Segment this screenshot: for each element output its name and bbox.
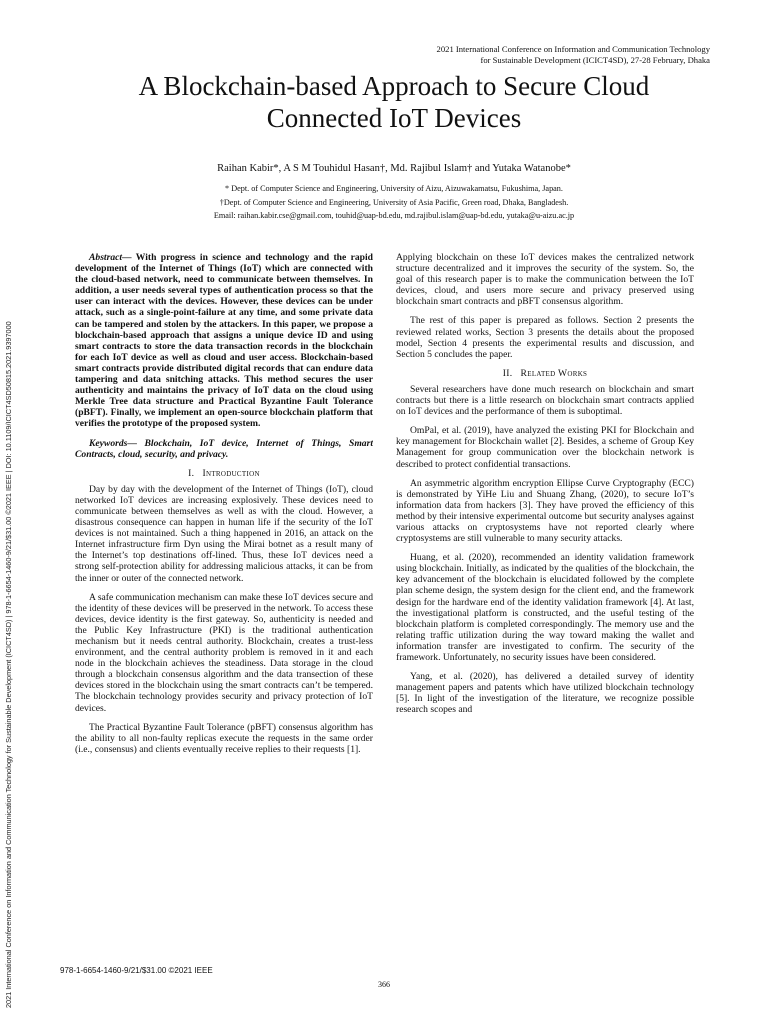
keywords-text: Blockchain, IoT device, Internet of Things, Smart Contracts, cloud, security, and privacy. [75,437,373,460]
paragraph: Several researchers have done much research on blockchain and smart contracts but there is a little research on blockchain smart contracts applied on IoT devices and the performance of them is suboptimal. [396,383,694,418]
author-emails: Email: raihan.kabir.cse@gmail.com, touhid@uap-bd.edu, md.rajibul.islam@uap-bd.edu, yutaka@u-aizu.ac.jp [213,211,575,220]
paper-title [60,70,728,134]
isbn-footer: 978-1-6654-1460-9/21/$31.00 ©2021 IEEE [60,966,213,975]
title-line-1: A Blockchain-based Approach to Secure Cloud [138,71,650,101]
paragraph: Huang, et al. (2020), recommended an identity validation framework using blockchain. Initially, as indicated by the qualities of the blockchain, the key advancement of the blockchain is elucidated followed by the complete plan scheme design, the system design for the client end, and the framework design for the hardware end of the identity validation framework [4]. At last, the investigational platform is constructed, and the useful testing of the blockchain platform is completed correspondingly. The memory use and the relating traffic utilization during the way toward making the wallet and information transfer are investigated to confirm. The security of the framework. Unfortunately, no security issues have been considered. [396,552,694,663]
affiliation-1: * Dept. of Computer Science and Engineering, University of Aizu, Aizuwakamatsu, Fukushima, Japan. [225,184,563,193]
title-line-2: Connected IoT Devices [266,103,522,133]
paragraph: A safe communication mechanism can make these IoT devices secure and the identity of these devices will be preserved in the network. To access these devices, device identity is the first gateway. So, authenticity is needed and the Public Key Infrastructure (PKI) is the traditional authentication mechanism but it needs central authority. Blockchain, creates a trust-less environment, and the central authority problem is removed in it and each node in the blockchain achieves the steadiness. Data storage in the cloud through a blockchain consensus algorithm and the data transection of these devices stored in the blockchain using the smart contracts can’t be tempered. The blockchain technology provides security and privacy protection of IoT devices. [75,591,373,714]
keywords [75,438,373,460]
section-2-number: II. [502,367,513,379]
paragraph: OmPal, et al. (2019), have analyzed the existing PKI for Blockchain and key management for Blockchain wallet [2]. Besides, a scheme of Group Key Management for group communication over the blockchain network is described to protect confidential transactions. [396,425,694,470]
section-heading-related-works [396,368,694,379]
section-1-title: Introduction [202,467,260,479]
section-2-title: Related Works [520,367,588,379]
conference-line-1: 2021 International Conference on Information and Communication Technology [436,44,710,54]
conference-line-2: for Sustainable Development (ICICT4SD), 27-28 February, Dhaka [480,55,710,65]
abstract-text: With progress in science and technology and the rapid development of the Internet of Things (IoT) which are connected with the cloud-based network, need to communicate between themselves. In addition, a user needs several types of authentication process so that the user can interact with the devices. However, these devices can be under attack, such as a single-point-failure at any time, and some private data can be tampered and stolen by the attackers. In this paper, we propose a blockchain-based approach that assigns a unique device ID and using smart contracts to store the data transaction records in the blockchain for each IoT device as well as cloud and user access. Blockchain-based smart contracts provide distributed digital records that can endure data tampering and data snitching attacks. This method secures the user authenticity and maintains the privacy of IoT data on the cloud using Merkle Tree data structure and Practical Byzantine Fault Tolerance (pBFT). Finally, we implement an open-source blockchain platform that verifies the prototype of the proposed system. [75,252,373,430]
right-column [396,252,694,938]
paragraph: Yang, et al. (2020), has delivered a detailed survey of identity management papers and patents which have utilized blockchain technology [5]. In light of the investigation of the literature, we recognize possible research scopes and [396,671,694,716]
section-1-number: I. [188,467,195,479]
abstract-label: Abstract— [89,252,132,263]
doi-side-strip [4,118,24,1008]
paragraph: The Practical Byzantine Fault Tolerance (pBFT) consensus algorithm has the ability to all non-faulty replicas execute the requests in the same order (i.e., consensus) and clients eventually receive replies to their requests [1]. [75,721,373,755]
affiliation-2: †Dept. of Computer Science and Engineering, University of Asia Pacific, Green road, Dhaka, Bangladesh. [219,198,569,207]
abstract [75,252,373,430]
section-heading-introduction [75,468,373,479]
paragraph: Applying blockchain on these IoT devices makes the centralized network structure decentralized and it improves the security of the system. So, the goal of this research paper is to make the communication between the IoT devices, cloud, and users more secure and privacy preserved using blockchain smart contracts and pBFT consensus algorithm. [396,252,694,308]
keywords-label: Keywords— [89,437,137,449]
paragraph: The rest of this paper is prepared as follows. Section 2 presents the reviewed related works, Section 3 presents the details about the proposed model, Section 4 presents the experimental results and discussion, and Section 5 concludes the paper. [396,315,694,360]
conference-header [437,44,710,66]
left-column [75,252,373,938]
paragraph: An asymmetric algorithm encryption Ellipse Curve Cryptography (ECC) is demonstrated by YiHe Liu and Shuang Zhang, (2020), to secure IoT’s information data from hackers [3]. They have proved the efficiency of this method by their intensive experimental outcome but security analyses against various attacks on cryptosystems have not reported clearly where cryptosystems are still vulnerable to many security attacks. [396,477,694,545]
page-number: 366 [378,980,390,989]
doi-text: 2021 International Conference on Information and Communication Technology for Sustainable Development (ICICT4SD) | 978-1-6654-1460-9/21/$31.00 ©2021 IEEE | DOI: 10.1109/ICICT4SD50815.2021.9397000 [4,321,13,1008]
paragraph: Day by day with the development of the Internet of Things (IoT), cloud networked IoT devices are increasing explosively. These devices need to communicate between themselves as well as with the cloud. However, a disastrous consequence can happen in human life if the security of the IoT devices is not maintained. Such a thing happened in 2016, an attack on the Internet infrastructure firm Dyn using the Mirai botnet as a result many of the Internet’s top destinations off-lined. Thus, these IoT devices need a strong self-protection ability for addressing malicious attacks, it can be from the inner or outer of the connected network. [75,483,373,584]
author-list: Raihan Kabir*, A S M Touhidul Hasan†, Md. Rajibul Islam† and Yutaka Watanobe* [217,163,571,174]
